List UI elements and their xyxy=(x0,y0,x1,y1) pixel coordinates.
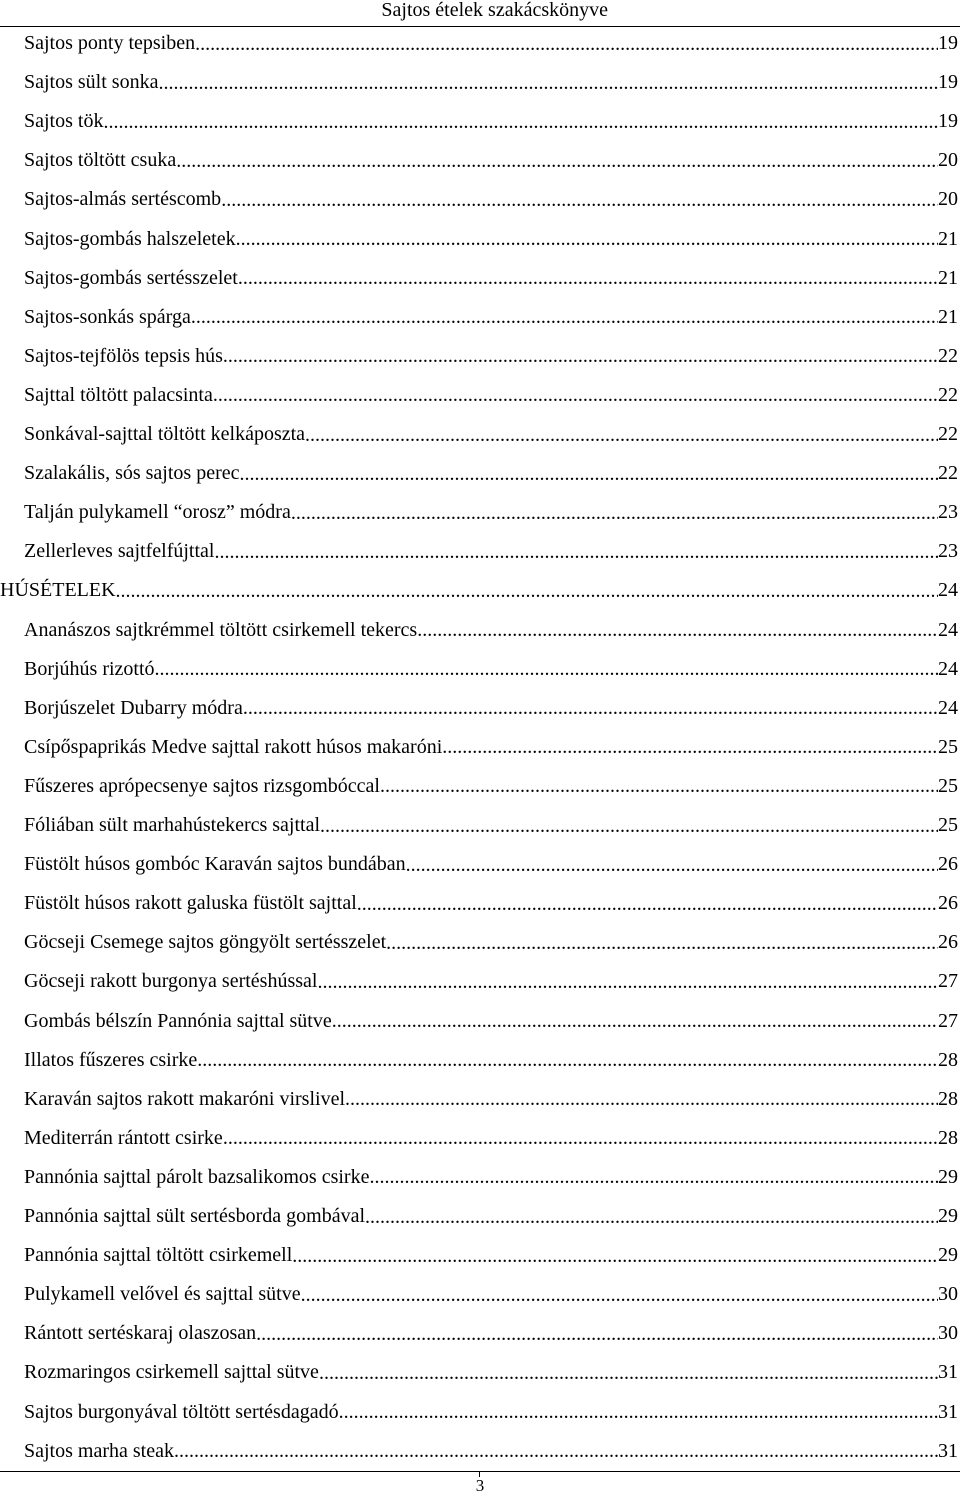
toc-entry[interactable] xyxy=(24,1353,958,1392)
toc-entry-title: Sajtos burgonyával töltött sertésdagadó xyxy=(24,1400,339,1423)
toc-entry-title: Sajtos tök xyxy=(24,110,104,133)
toc-entry-title: Talján pulykamell “orosz” módra xyxy=(24,501,291,524)
toc-entry[interactable] xyxy=(24,102,958,141)
toc-entry-title: Mediterrán rántott csirke xyxy=(24,1126,223,1149)
toc-entry[interactable] xyxy=(24,63,958,102)
toc-leader-dots xyxy=(223,1126,938,1150)
toc-entry-page: 21 xyxy=(938,227,958,250)
toc-leader-dots xyxy=(214,540,938,564)
toc-entry-page: 22 xyxy=(938,344,958,367)
toc-entry-title: HÚSÉTELEK xyxy=(0,579,116,602)
toc-entry[interactable] xyxy=(24,1393,958,1432)
toc-entry-page: 26 xyxy=(938,931,958,954)
toc-entry[interactable] xyxy=(24,24,958,63)
toc-entry[interactable] xyxy=(24,1432,958,1471)
toc-entry-page: 19 xyxy=(938,32,958,54)
toc-entry-page: 19 xyxy=(938,71,958,94)
toc-entry[interactable] xyxy=(24,728,958,767)
toc-leader-dots xyxy=(319,1361,938,1385)
toc-leader-dots xyxy=(369,1165,938,1189)
toc-entry-title: Karaván sajtos rakott makaróni virslivel xyxy=(24,1087,346,1110)
toc-leader-dots xyxy=(223,344,938,368)
toc-entry-page: 25 xyxy=(938,814,958,836)
toc-entry-page: 21 xyxy=(938,305,958,328)
toc-entry-title: Sajttal töltött palacsinta xyxy=(24,383,213,406)
toc-leader-dots xyxy=(417,618,938,642)
toc-entry-page: 22 xyxy=(938,383,958,406)
toc-entry-title: Borjúszelet Dubarry módra xyxy=(24,696,243,719)
toc-entry-page: 27 xyxy=(938,970,958,993)
toc-entry[interactable] xyxy=(24,923,958,962)
toc-entry-title: Sonkával-sajttal töltött kelkáposzta xyxy=(24,423,306,445)
toc-entry-page: 24 xyxy=(938,657,958,680)
toc-entry[interactable] xyxy=(24,1314,958,1353)
toc-entry-title: Rántott sertéskaraj olaszosan xyxy=(24,1322,257,1345)
toc-entry-page: 28 xyxy=(938,1048,958,1071)
toc-entry[interactable] xyxy=(24,1236,958,1275)
toc-leader-dots xyxy=(256,1322,938,1346)
toc-entry[interactable] xyxy=(24,806,958,845)
toc-entry-title: Sajtos ponty tepsiben xyxy=(24,32,196,54)
toc-entry-page: 25 xyxy=(938,735,958,758)
toc-entry-page: 29 xyxy=(938,1205,958,1227)
toc-entry-page: 24 xyxy=(938,579,958,602)
toc-leader-dots xyxy=(158,71,938,95)
toc-leader-dots xyxy=(197,1048,938,1072)
toc-leader-dots xyxy=(155,657,938,681)
toc-entry-page: 31 xyxy=(938,1361,958,1384)
toc-entry[interactable] xyxy=(24,298,958,337)
toc-leader-dots xyxy=(236,227,938,251)
toc-entry[interactable] xyxy=(24,1041,958,1080)
toc-entry-title: Sajtos-almás sertéscomb xyxy=(24,188,222,211)
toc-entry-title: Göcseji Csemege sajtos göngyölt sertésszelet xyxy=(24,931,387,954)
toc-entry-title: Borjúhús rizottó xyxy=(24,657,155,680)
toc-entry[interactable] xyxy=(24,1119,958,1158)
toc-entry-page: 20 xyxy=(938,149,958,172)
toc-entry-title: Pannónia sajttal sült sertésborda gombával xyxy=(24,1205,366,1227)
toc-entry[interactable] xyxy=(24,611,958,650)
toc-entry-title: Sajtos-sonkás spárga xyxy=(24,305,191,328)
toc-leader-dots xyxy=(176,149,938,173)
toc-leader-dots xyxy=(191,305,938,329)
toc-entry[interactable] xyxy=(24,650,958,689)
toc-entry[interactable] xyxy=(24,884,958,923)
toc-entry-page: 28 xyxy=(938,1126,958,1149)
toc-leader-dots xyxy=(365,1205,938,1229)
toc-entry-title: Sajtos marha steak xyxy=(24,1439,174,1462)
toc-entry-page: 26 xyxy=(938,892,958,915)
toc-leader-dots xyxy=(240,462,939,486)
toc-leader-dots xyxy=(243,696,938,720)
toc-entry-title: Pannónia sajttal töltött csirkemell xyxy=(24,1244,293,1267)
toc-entry-page: 30 xyxy=(938,1322,958,1345)
toc-entry[interactable] xyxy=(24,767,958,806)
toc-entry-page: 23 xyxy=(938,501,958,524)
toc-entry-title: Sajtos sült sonka xyxy=(24,71,159,94)
toc-leader-dots xyxy=(174,1439,938,1463)
page-number: 3 xyxy=(475,1476,485,1495)
toc-entry-page: 30 xyxy=(938,1283,958,1306)
toc-entry-page: 28 xyxy=(938,1087,958,1110)
toc-entry-page: 19 xyxy=(938,110,958,133)
toc-entry-page: 22 xyxy=(938,423,958,445)
toc-leader-dots xyxy=(339,1400,938,1424)
toc-entry-title: Szalakális, sós sajtos perec xyxy=(24,462,240,485)
toc-entry[interactable] xyxy=(24,532,958,571)
toc-entry-title: Sajtos-gombás halszeletek xyxy=(24,227,236,250)
toc-entry[interactable] xyxy=(24,415,958,454)
toc-leader-dots xyxy=(380,774,938,798)
toc-entry[interactable] xyxy=(24,141,958,180)
toc-leader-dots xyxy=(238,266,938,290)
toc-leader-dots xyxy=(195,32,938,56)
toc-entry[interactable] xyxy=(24,337,958,376)
toc-entry-page: 29 xyxy=(938,1244,958,1267)
toc-entry-page: 23 xyxy=(938,540,958,563)
toc-entry[interactable] xyxy=(24,454,958,493)
toc-entry[interactable] xyxy=(24,845,958,884)
toc-entry-title: Göcseji rakott burgonya sertéshússal xyxy=(24,970,318,993)
toc-entry[interactable] xyxy=(24,376,958,415)
toc-entry-title: Rozmaringos csirkemell sajttal sütve xyxy=(24,1361,319,1384)
toc-entry-title: Csípőspaprikás Medve sajttal rakott húsos makaróni xyxy=(24,735,443,758)
toc-leader-dots xyxy=(213,383,938,407)
toc-section-heading[interactable] xyxy=(0,571,958,610)
toc-leader-dots xyxy=(317,970,938,994)
toc-leader-dots xyxy=(406,853,938,877)
toc-entry[interactable] xyxy=(24,1158,958,1197)
toc-leader-dots xyxy=(305,423,938,447)
toc-entry[interactable] xyxy=(24,259,958,298)
toc-entry-title: Sajtos-gombás sertésszelet xyxy=(24,266,238,289)
toc-entry-title: Pulykamell velővel és sajttal sütve xyxy=(24,1283,301,1306)
toc-entry-title: Sajtos töltött csuka xyxy=(24,149,177,172)
toc-entry-title: Pannónia sajttal párolt bazsalikomos csirke xyxy=(24,1165,370,1188)
toc-entry-title: Ananászos sajtkrémmel töltött csirkemell tekercs xyxy=(24,618,418,641)
toc-leader-dots xyxy=(345,1087,938,1111)
toc-leader-dots xyxy=(221,188,938,212)
toc-entry[interactable] xyxy=(24,1002,958,1041)
toc-leader-dots xyxy=(103,110,938,134)
toc-entry-page: 24 xyxy=(938,618,958,641)
page-header xyxy=(0,0,960,27)
footer-rule xyxy=(0,1471,960,1472)
toc-entry-page: 20 xyxy=(938,188,958,211)
toc-leader-dots xyxy=(442,735,938,759)
toc-entry[interactable] xyxy=(24,180,958,219)
toc-entry-title: Sajtos-tejfölös tepsis hús xyxy=(24,344,223,367)
toc-leader-dots xyxy=(357,892,938,916)
toc-entry[interactable] xyxy=(24,689,958,728)
toc-entry-title: Füstölt húsos rakott galuska füstölt sajttal xyxy=(24,892,357,915)
toc-entry-title: Zellerleves sajtfelfújttal xyxy=(24,540,215,563)
toc-entry-page: 27 xyxy=(938,1009,958,1032)
toc-leader-dots xyxy=(116,579,938,603)
toc-leader-dots xyxy=(301,1283,938,1307)
toc-entry-page: 29 xyxy=(938,1165,958,1188)
toc-entry[interactable] xyxy=(24,1197,958,1236)
toc-leader-dots xyxy=(386,931,938,955)
toc-entry-title: Fűszeres aprópecsenye sajtos rizsgombóccal xyxy=(24,774,380,797)
toc-entry[interactable] xyxy=(24,220,958,259)
toc-leader-dots xyxy=(320,814,938,838)
toc-entry[interactable] xyxy=(24,1275,958,1314)
toc-entry-page: 31 xyxy=(938,1400,958,1423)
toc-entry-page: 24 xyxy=(938,696,958,719)
toc-entry[interactable] xyxy=(24,493,958,532)
toc-entry-page: 31 xyxy=(938,1439,958,1462)
toc-entry-page: 26 xyxy=(938,853,958,876)
toc-entry-title: Füstölt húsos gombóc Karaván sajtos bundában xyxy=(24,853,406,876)
toc-entry-page: 25 xyxy=(938,774,958,797)
toc-leader-dots xyxy=(292,1244,938,1268)
toc-entry[interactable] xyxy=(24,962,958,1001)
toc-leader-dots xyxy=(332,1009,938,1033)
toc-entry-page: 22 xyxy=(938,462,958,485)
toc-entry-title: Illatos fűszeres csirke xyxy=(24,1048,198,1071)
toc-leader-dots xyxy=(291,501,938,525)
toc-entry-page: 21 xyxy=(938,266,958,289)
toc-entry[interactable] xyxy=(24,1080,958,1119)
book-title: Sajtos ételek szakácskönyve xyxy=(381,0,608,21)
toc-entry-title: Fóliában sült marhahústekercs sajttal xyxy=(24,814,321,836)
toc-entry-title: Gombás bélszín Pannónia sajttal sütve xyxy=(24,1009,332,1032)
